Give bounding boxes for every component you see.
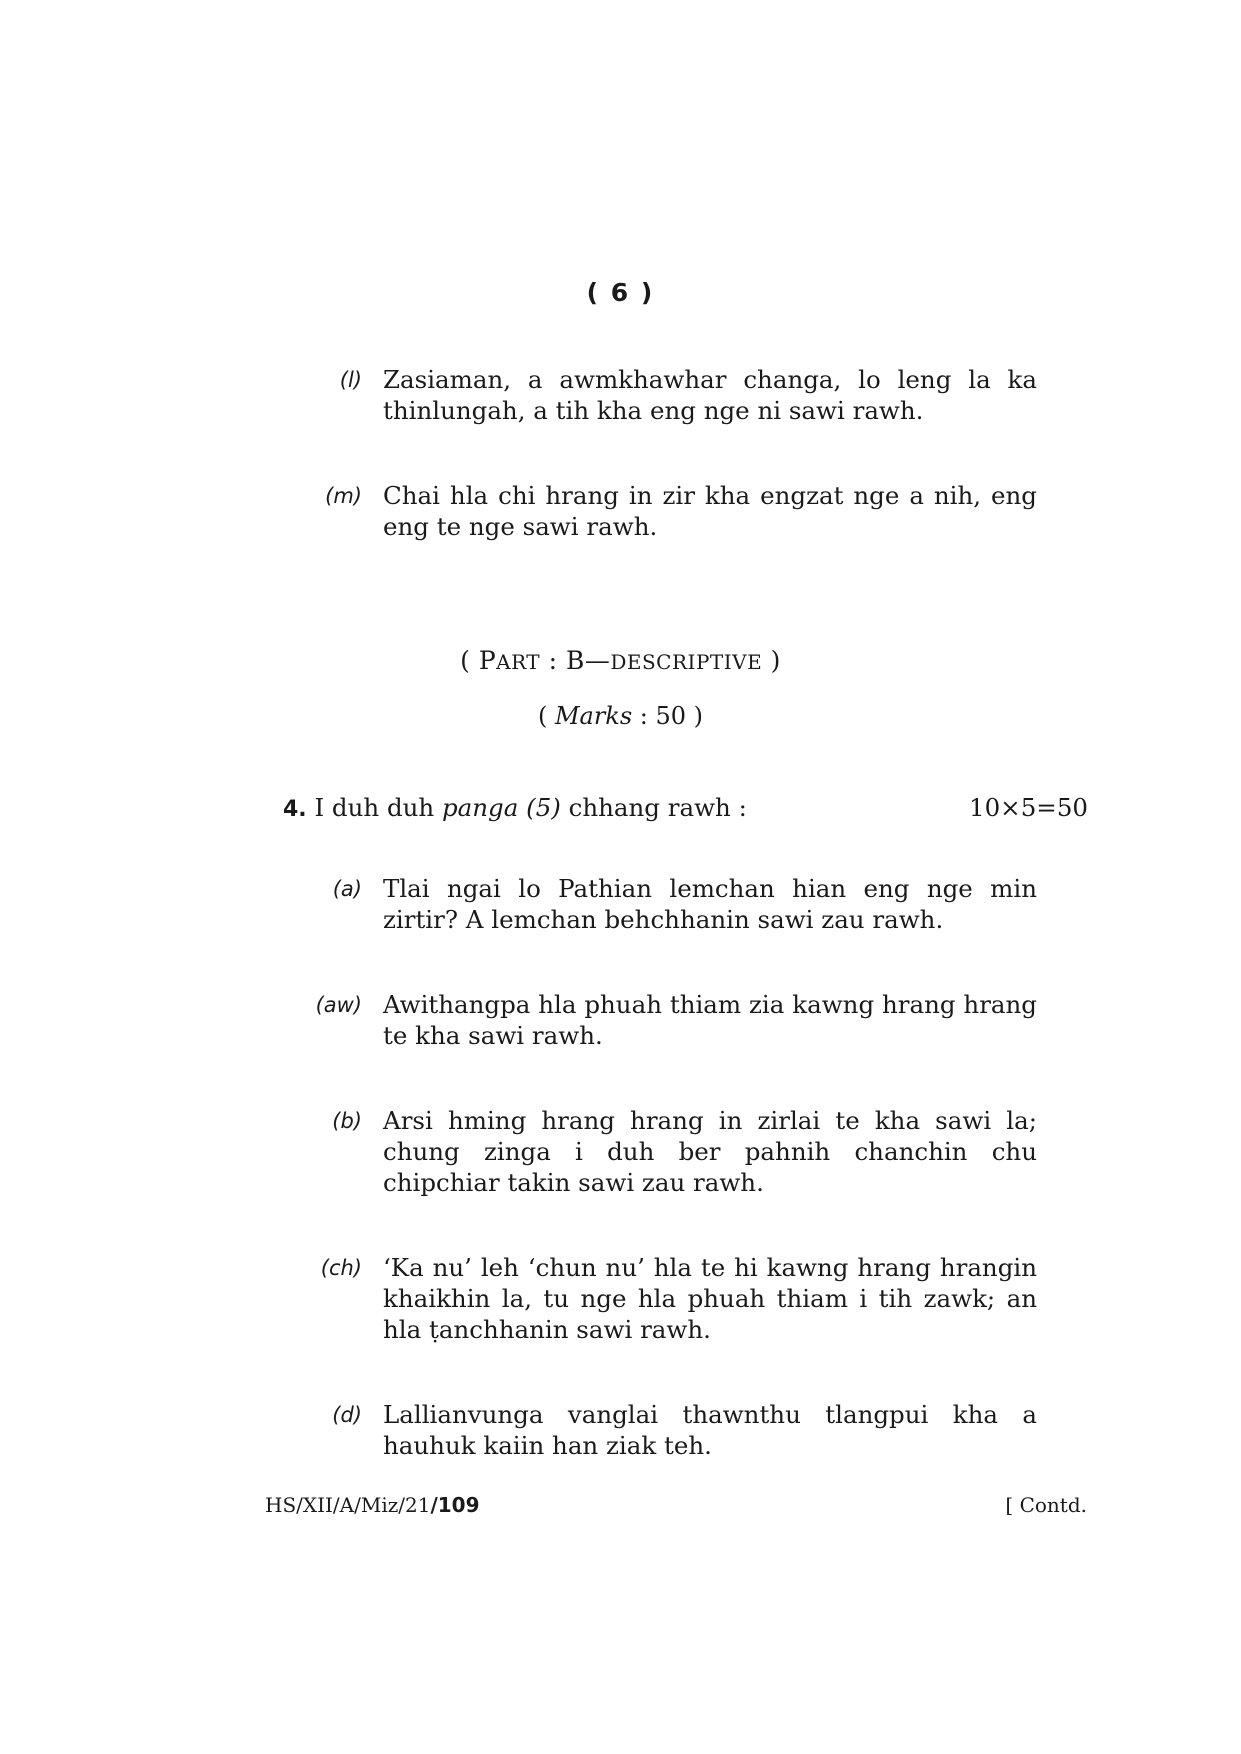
marks-word: Marks <box>554 702 633 730</box>
question-text-italic: panga (5) <box>441 793 561 822</box>
marks-rest: : 50 ) <box>632 702 704 730</box>
question-marks: 10×5=50 <box>969 793 1088 822</box>
question-item-ch <box>290 1252 1037 1345</box>
item-label: (m) <box>325 484 362 508</box>
part-heading <box>0 646 1241 675</box>
part-heading-colon: : B— <box>540 646 611 675</box>
footer-code-number: /109 <box>430 1493 480 1517</box>
page-number: ( 6 ) <box>586 278 655 307</box>
item-text: Arsi hming hrang hrang in zirlai te kha sawi la; chung zinga i duh ber pahnih chanchin chu chipchiar takin sawi zau rawh. <box>383 1106 1037 1197</box>
footer <box>265 1493 1087 1517</box>
item-label: (l) <box>339 368 362 392</box>
item-text: Zasiaman, a awmkhawhar changa, lo leng la ka thinlungah, a tih kha eng nge ni sawi rawh. <box>383 365 1037 425</box>
question-number: 4. <box>283 797 307 822</box>
question-4 <box>283 793 1088 822</box>
item-text: Awithangpa hla phuah thiam zia kawng hrang hrang te kha sawi rawh. <box>383 990 1037 1050</box>
question-text-after: chhang rawh : <box>560 793 747 822</box>
item-label: (a) <box>332 877 362 901</box>
footer-contd: [ Contd. <box>1005 1493 1087 1517</box>
question-item-aw <box>290 989 1037 1051</box>
part-heading-p: P <box>478 646 497 675</box>
question-item-m <box>290 480 1037 542</box>
part-heading-close: ) <box>762 646 781 675</box>
part-heading-art: ART <box>496 650 541 674</box>
footer-code: HS/XII/A/Miz/21 <box>265 1493 431 1517</box>
item-text: Lallianvunga vanglai thawnthu tlangpui kha a hauhuk kaiin han ziak teh. <box>383 1400 1037 1460</box>
item-label: (aw) <box>315 993 362 1017</box>
item-label: (ch) <box>320 1256 362 1280</box>
question-item-l <box>290 364 1037 426</box>
question-item-a <box>290 873 1037 935</box>
question-item-d <box>290 1399 1037 1461</box>
item-label: (b) <box>332 1109 362 1133</box>
item-text: Chai hla chi hrang in zir kha engzat nge a nih, eng eng te nge sawi rawh. <box>383 481 1037 541</box>
question-item-b <box>290 1105 1037 1198</box>
item-label: (d) <box>332 1403 362 1427</box>
question-text-before: I duh duh <box>306 793 442 822</box>
marks-line <box>0 702 1241 730</box>
item-text: ‘Ka nu’ leh ‘chun nu’ hla te hi kawng hrang hrangin khaikhin la, tu nge hla phuah thiam i tih zawk; an hla ṭanchhanin sawi rawh. <box>383 1253 1037 1344</box>
item-text: Tlai ngai lo Pathian lemchan hian eng nge min zirtir? A lemchan behchhanin sawi zau rawh. <box>383 874 1037 934</box>
part-heading-descriptive: DESCRIPTIVE <box>610 650 763 674</box>
marks-open: ( <box>537 702 555 730</box>
part-heading-open: ( <box>460 646 479 675</box>
